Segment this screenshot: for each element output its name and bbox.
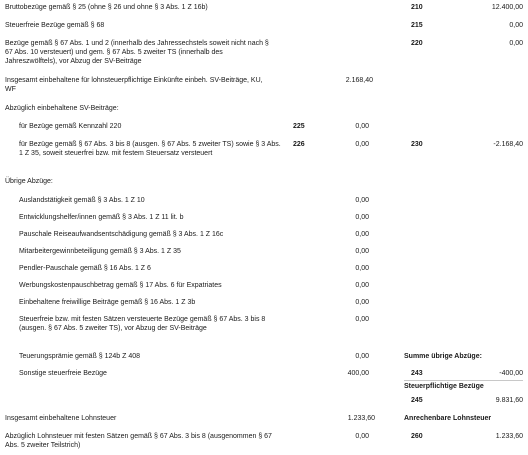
label-bezuege-67: Bezüge gemäß § 67 Abs. 1 und 2 (innerhalb des Jahressechstels soweit nicht nach § 67 Abs. 10 versteuert) und gem. § 67 Abs. 5 zweiter TS (innerhalb des Jahreszwölftels), vor Abzug der SV-Beiträge bbox=[5, 40, 269, 65]
label-abzug-4: Mitarbeitergewinnbeteiligung gemäß § 3 Abs. 1 Z 35 bbox=[19, 248, 181, 255]
label-abzug-1: Auslandstätigkeit gemäß § 3 Abs. 1 Z 10 bbox=[19, 197, 145, 204]
label-abzug-7: Einbehaltene freiwillige Beiträge gemäß § 16 Abs. 1 Z 3b bbox=[19, 299, 196, 306]
value-bruttobezuege: 12.400,00 bbox=[491, 4, 523, 11]
label-lohnsteuer-insgesamt: Insgesamt einbehaltene Lohnsteuer bbox=[5, 415, 117, 422]
code-243: 243 bbox=[411, 370, 423, 377]
label-abzug-2: Entwicklungshelfer/innen gemäß § 3 Abs. 1 Z 11 lit. b bbox=[19, 214, 184, 221]
value-abzug-10: 400,00 bbox=[347, 370, 369, 377]
value-kz-220: 0,00 bbox=[355, 123, 369, 130]
label-lohnsteuer-fest: Abzüglich Lohnsteuer mit festen Sätzen gemäß § 67 Abs. 3 bis 8 (ausgenommen § 67 Abs. 5 zweiter Teilstrich) bbox=[5, 433, 272, 449]
code-230: 230 bbox=[411, 141, 423, 148]
label-abs-3-bis-8: für Bezüge gemäß § 67 Abs. 3 bis 8 (ausgen. § 67 Abs. 5 zweiter TS) sowie § 3 Abs. 1 Z 35, soweit steuerfrei bzw. mit festem Steuersatz versteuert bbox=[19, 141, 281, 157]
label-summe-uebrige: Summe übrige Abzüge: bbox=[404, 353, 482, 360]
label-steuerpflichtige-bezuege: Steuerpflichtige Bezüge bbox=[404, 383, 484, 390]
value-abzug-6: 0,00 bbox=[355, 282, 369, 289]
value-abs-3-bis-8: 0,00 bbox=[355, 141, 369, 148]
value-abzug-5: 0,00 bbox=[355, 265, 369, 272]
label-anrechenbare-lohnsteuer: Anrechenbare Lohnsteuer bbox=[404, 415, 492, 422]
label-bruttobezuege: Bruttobezüge gemäß § 25 (ohne § 26 und ohne § 3 Abs. 1 Z 16b) bbox=[5, 4, 208, 11]
code-226: 226 bbox=[293, 141, 305, 148]
code-225: 225 bbox=[293, 123, 305, 130]
value-bezuege-67: 0,00 bbox=[509, 40, 523, 47]
value-abzug-9: 0,00 bbox=[355, 353, 369, 360]
value-abzug-7: 0,00 bbox=[355, 299, 369, 306]
label-sv-insgesamt: Insgesamt einbehaltene für lohnsteuerpflichtige Einkünfte einbeh. SV-Beiträge, KU, WF bbox=[5, 77, 263, 93]
value-lohnsteuer-fest: 0,00 bbox=[355, 433, 369, 440]
value-243: -400,00 bbox=[499, 370, 523, 377]
label-kz-220: für Bezüge gemäß Kennzahl 220 bbox=[19, 123, 122, 130]
separator-line bbox=[404, 380, 523, 381]
value-230: -2.168,40 bbox=[493, 141, 523, 148]
label-uebrige-abzuege: Übrige Abzüge: bbox=[5, 178, 53, 185]
code-245: 245 bbox=[411, 397, 423, 404]
label-abzug-3: Pauschale Reiseaufwandsentschädigung gemäß § 3 Abs. 1 Z 16c bbox=[19, 231, 224, 238]
label-abzug-9: Teuerungsprämie gemäß § 124b Z 408 bbox=[19, 353, 141, 360]
label-abzueglich-sv: Abzüglich einbehaltene SV-Beiträge: bbox=[5, 105, 119, 112]
code-215: 215 bbox=[411, 22, 423, 29]
value-lohnsteuer-insgesamt: 1.233,60 bbox=[347, 415, 375, 422]
value-abzug-4: 0,00 bbox=[355, 248, 369, 255]
code-260: 260 bbox=[411, 433, 423, 440]
value-abzug-2: 0,00 bbox=[355, 214, 369, 221]
value-abzug-8: 0,00 bbox=[355, 316, 369, 323]
value-steuerfrei-68: 0,00 bbox=[509, 22, 523, 29]
value-abzug-3: 0,00 bbox=[355, 231, 369, 238]
value-sv-insgesamt: 2.168,40 bbox=[345, 77, 373, 84]
value-245: 9.831,60 bbox=[495, 397, 523, 404]
value-abzug-1: 0,00 bbox=[355, 197, 369, 204]
label-abzug-6: Werbungskostenpauschbetrag gemäß § 17 Abs. 6 für Expatriates bbox=[19, 282, 222, 289]
code-210: 210 bbox=[411, 4, 423, 11]
label-abzug-5: Pendler-Pauschale gemäß § 16 Abs. 1 Z 6 bbox=[19, 265, 151, 272]
label-abzug-8: Steuerfreie bzw. mit festen Sätzen versteuerte Bezüge gemäß § 67 Abs. 3 bis 8 (ausgen. § 67 Abs. 5 zweiter TS), vor Abzug der SV-Beiträge bbox=[19, 316, 266, 332]
label-steuerfrei-68: Steuerfreie Bezüge gemäß § 68 bbox=[5, 22, 105, 29]
value-260: 1.233,60 bbox=[495, 433, 523, 440]
code-220: 220 bbox=[411, 40, 423, 47]
label-abzug-10: Sonstige steuerfreie Bezüge bbox=[19, 370, 107, 377]
